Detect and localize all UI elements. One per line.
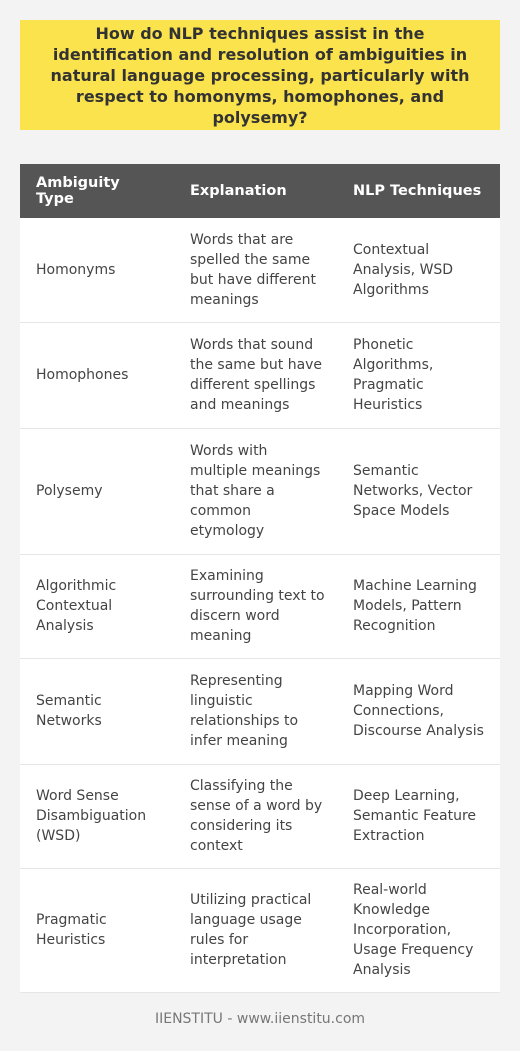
cell-nlp-techniques: Machine Learning Models, Pattern Recognition [337,554,500,658]
footer-credit: IIENSTITU - www.iienstitu.com [154,1011,366,1027]
cell-nlp-techniques: Deep Learning, Semantic Feature Extraction [337,764,500,868]
cell-ambiguity-type: Algorithmic Contextual Analysis [20,554,174,658]
cell-nlp-techniques: Phonetic Algorithms, Pragmatic Heuristics [337,322,500,428]
table-row [20,428,500,554]
cell-ambiguity-type: Homonyms [20,218,174,322]
table-row [20,554,500,658]
header-ambiguity-type: Ambiguity Type [20,164,174,218]
cell-ambiguity-type: Homophones [20,322,174,428]
cell-explanation: Representing linguistic relationships to infer meaning [174,658,337,764]
ambiguity-table [20,164,500,993]
cell-nlp-techniques: Real-world Knowledge Incorporation, Usage Frequency Analysis [337,868,500,992]
table-row [20,218,500,322]
table-header-row [20,164,500,218]
table-row [20,322,500,428]
table-row [20,764,500,868]
cell-nlp-techniques: Contextual Analysis, WSD Algorithms [337,218,500,322]
table-row [20,868,500,992]
cell-explanation: Words that are spelled the same but have different meanings [174,218,337,322]
cell-ambiguity-type: Pragmatic Heuristics [20,868,174,992]
cell-explanation: Words that sound the same but have different spellings and meanings [174,322,337,428]
header-explanation: Explanation [174,164,337,218]
cell-nlp-techniques: Mapping Word Connections, Discourse Analysis [337,658,500,764]
cell-explanation: Examining surrounding text to discern word meaning [174,554,337,658]
cell-explanation: Utilizing practical language usage rules for interpretation [174,868,337,992]
cell-ambiguity-type: Semantic Networks [20,658,174,764]
cell-ambiguity-type: Word Sense Disambiguation (WSD) [20,764,174,868]
question-banner [20,20,500,130]
cell-explanation: Classifying the sense of a word by considering its context [174,764,337,868]
cell-ambiguity-type: Polysemy [20,428,174,554]
cell-nlp-techniques: Semantic Networks, Vector Space Models [337,428,500,554]
cell-explanation: Words with multiple meanings that share a common etymology [174,428,337,554]
header-nlp-techniques: NLP Techniques [337,164,500,218]
table-row [20,658,500,764]
question-text: How do NLP techniques assist in the identification and resolution of ambiguities in natural language processing, particularly with respect to homonyms, homophones, and polysemy? [50,23,470,127]
